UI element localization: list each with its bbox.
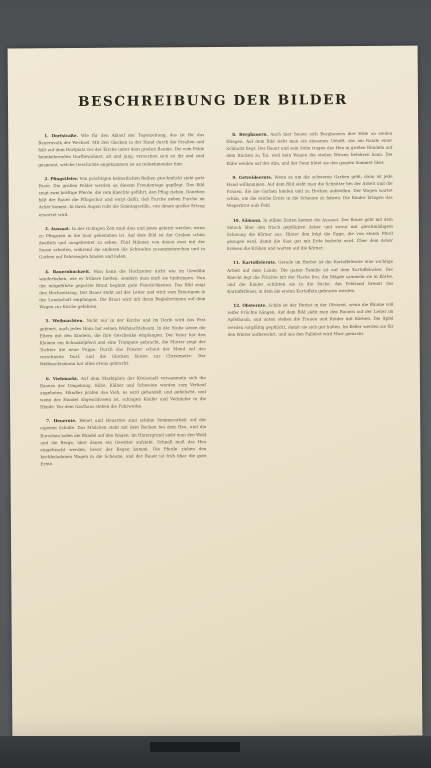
entry-heading: 5. Weihnachten.: [45, 318, 84, 324]
entry: [39, 267, 205, 311]
entry-heading: 10. Sämann.: [232, 217, 262, 223]
entry-text: Auch hier bauen sich Bergbauern ihre Höfe an steilen Hängen. Auf dem Bild sieht man ein einsames Gehöft, das am Rande einer Schlucht liegt. Der Bauer und sein Sohn tragen das Heu in großen Bündeln auf dem Rücken zu Tal, weil kein Wagen die steilen Wiesen befahren kann. Die Kühe weiden auf der Alm, und der Senn hütet sie den ganzen Sommer über.: [226, 130, 393, 166]
entry-heading: 8. Bergbauern.: [232, 131, 268, 137]
entry: [38, 131, 204, 168]
entry-text: Wenn es um die schweren Garben geht, dann ist jede Hand willkommen. Auf dem Bild sieht man die Schnitter bei der Arbeit und die Frauen, die die Garben binden und zu Hocken aufstellen. Der Wagen wartet schon, um die reiche Ernte in die Scheune zu fahren. Die Kinder bringen das Vesperbrot aufs Feld.: [226, 173, 393, 209]
entry: [39, 317, 205, 368]
entry-heading: 4. Bauernhochzeit.: [45, 268, 91, 274]
entry-heading: 3. Aussaat.: [44, 225, 71, 231]
table-surface: [0, 736, 431, 768]
page-title: BESCHREIBUNG DER BILDER: [78, 92, 348, 110]
entry-text: Man kann die Hochzeiter nicht wie im Gewölbe wiederhaben, wie es frühere hielten, sondern man muß sie hinbringen. Nun der mitgeführte geputzte Braut beginnt gute Feierlichkeiten. Das Bild zeigt den Hochzeitszug. Der Bauer steht auf der Leiter und wird vom Bräutigam in der Landschaft empfangen. Die Braut wird mit ihren Begleiterinnen auf dem Wagen zur Kirche gefahren.: [39, 267, 206, 310]
document-page: [8, 46, 423, 739]
entry: [227, 258, 393, 295]
right-column: [226, 130, 393, 345]
entry: [40, 416, 206, 467]
entry-text: Nicht nur in der Kirche und im Dorfe wird das Fest gefeiert, auch jedes Haus hat seinen Weihnachtsbaum. In der Stube sitzen die Eltern mit den Kindern, die ihre Geschenke empfangen. Der Vater hat den Kleinen ein Schaukelpferd und eine Trompete gebracht, die Mutter zeigt der Tochter die neue Puppe. Durch das Fenster schaut der Mond auf das verschneite Dorf, und die Glocken läuten zur Christmette. Der Weihnachtsmann hat allen etwas gebracht.: [39, 317, 206, 367]
entry: [39, 224, 205, 261]
page-shadow: [12, 714, 422, 739]
entry: [227, 301, 393, 338]
left-column: [38, 131, 206, 475]
entry-text: In stillen Zeiten kommt die Aussaat. Der Bauer geht mit dem Sätuch über den frisch gepflügten Acker und streut mit gleichmäßigem Schwung die Körner aus. Hinter ihm folgt die Egge, die von einem Pferd gezogen wird, damit die Saat gut mit Erde bedeckt wird. Über dem Acker kreisen die Krähen und warten auf die Körner.: [226, 216, 393, 252]
entry-text: Schön ist der Herbst in der Obstzeit, wenn die Bäume voll reifer Früchte hängen. Auf dem Bild sieht man den Bauern auf der Leiter im Apfelbaum, und unten stehen die Frauen und Kinder mit Körben. Die Äpfel werden sorgfältig gepflückt, damit sie sich gut halten. Im Keller werden sie für den Winter aufbewahrt, und aus den Fallobst wird Most gemacht.: [227, 301, 394, 337]
entry: [226, 130, 392, 167]
entry-text: In der richtigen Zeit muß dies und jenes gelernt werden, wenn zu Pfingsten in die Saat gekommen ist. Auf dem Bild ist der Graben schön deutlich und ausgebreitet zu sehen. Fünf Männer, von denen zwei mit der Sense arbeiten, während die anderen die Schwaden zusammenrechen und in Garben auf Fahrzeugen binden und laden.: [38, 224, 206, 260]
entry-text: Auf dem Marktplatz der Kreisstadt versammeln sich die Bauern der Umgebung. Kühe, Kälber und Schweine werden zum Verkauf angeboten. Händler prüfen das Vieh, es wird gehandelt und gefeilscht, und wenn der Handel abgeschlossen ist, schlagen Käufer und Verkäufer in die Hände. Vor dem Gasthaus stehen die Fuhrwerke.: [39, 374, 207, 410]
entry: [38, 174, 204, 218]
entry-heading: 11. Kartoffelernte.: [233, 259, 277, 266]
entry-heading: 1. Dorfstraße.: [44, 132, 78, 139]
entry-text: Von prächtigen heimatlichen Reihen geschmückt zieht gute Feste. Die großen Felder werden an diesem Freudentage gepflegt. Das Bild zeigt zwei kräftige Pferde, die vom Knechte geführt, den Pflug ziehen. Daneben hält der Bauer die Pflugschar und sorgt dafür, daß Furche neben Furche im Acker kommt. In ihren Augen ruht die Sonntagsstille, von denen großer Ertrag erwartet wird.: [38, 174, 205, 217]
entry-text: Heuet und Heuernte sind schöne Sommerarbeit auf der eigenen Scholle. Das Mädchen steht mit dem Rechen bei dem Heu, und die Burschen laden die Bündel auf den Wagen. Im Hintergrund sieht man den Wald und die Berge, über denen ein Gewitter aufzieht. Schnell muß das Heu eingebracht werden, bevor der Regen kommt. Die Pferde ziehen den hochbeladenen Wagen in die Scheune, und der Bauer ist froh über die gute Ernte.: [40, 417, 207, 467]
table-rim: [150, 742, 240, 752]
entry: [227, 215, 393, 252]
entry: [40, 374, 206, 411]
entry-heading: 7. Heuernte.: [46, 418, 77, 424]
entry-text: Wie für den Ablauf der Tageszeitung, das ist für das Bauernvolk der Wechsel. Mit den Glocken in der Hand durch die Straßen und hält auf dem Dorfplatz vor der Kirche unter dem großen Baume. Die vom Felde heimkehrenden Dorfbewohner, alt und jung, versuchen sich an ihr und sind gespannt, welche Geschichte angekommen ist an teilnehmender hier.: [38, 132, 205, 167]
entry-heading: 2. Pfingstfeier.: [44, 175, 79, 181]
entry-heading: 9. Getreideernte.: [232, 174, 273, 180]
entry: [226, 173, 392, 210]
entry-text: Gerade im Herbst ist die Kartoffelernte eine wichtige Arbeit auf dem Lande. Die ganze Familie ist auf dem Kartoffelacker. Der Knecht legt die Früchte mit der Hacke frei, die Mägde sammeln sie in Körbe, und die Kinder schütten sie in die Säcke. Am Feldrand brennt das Kartoffelfeuer, in dem die ersten Kartoffeln gebraten werden.: [227, 259, 394, 294]
entry-heading: 6. Viehmarkt.: [45, 375, 79, 381]
entry-heading: 12. Obsternte.: [233, 302, 267, 308]
